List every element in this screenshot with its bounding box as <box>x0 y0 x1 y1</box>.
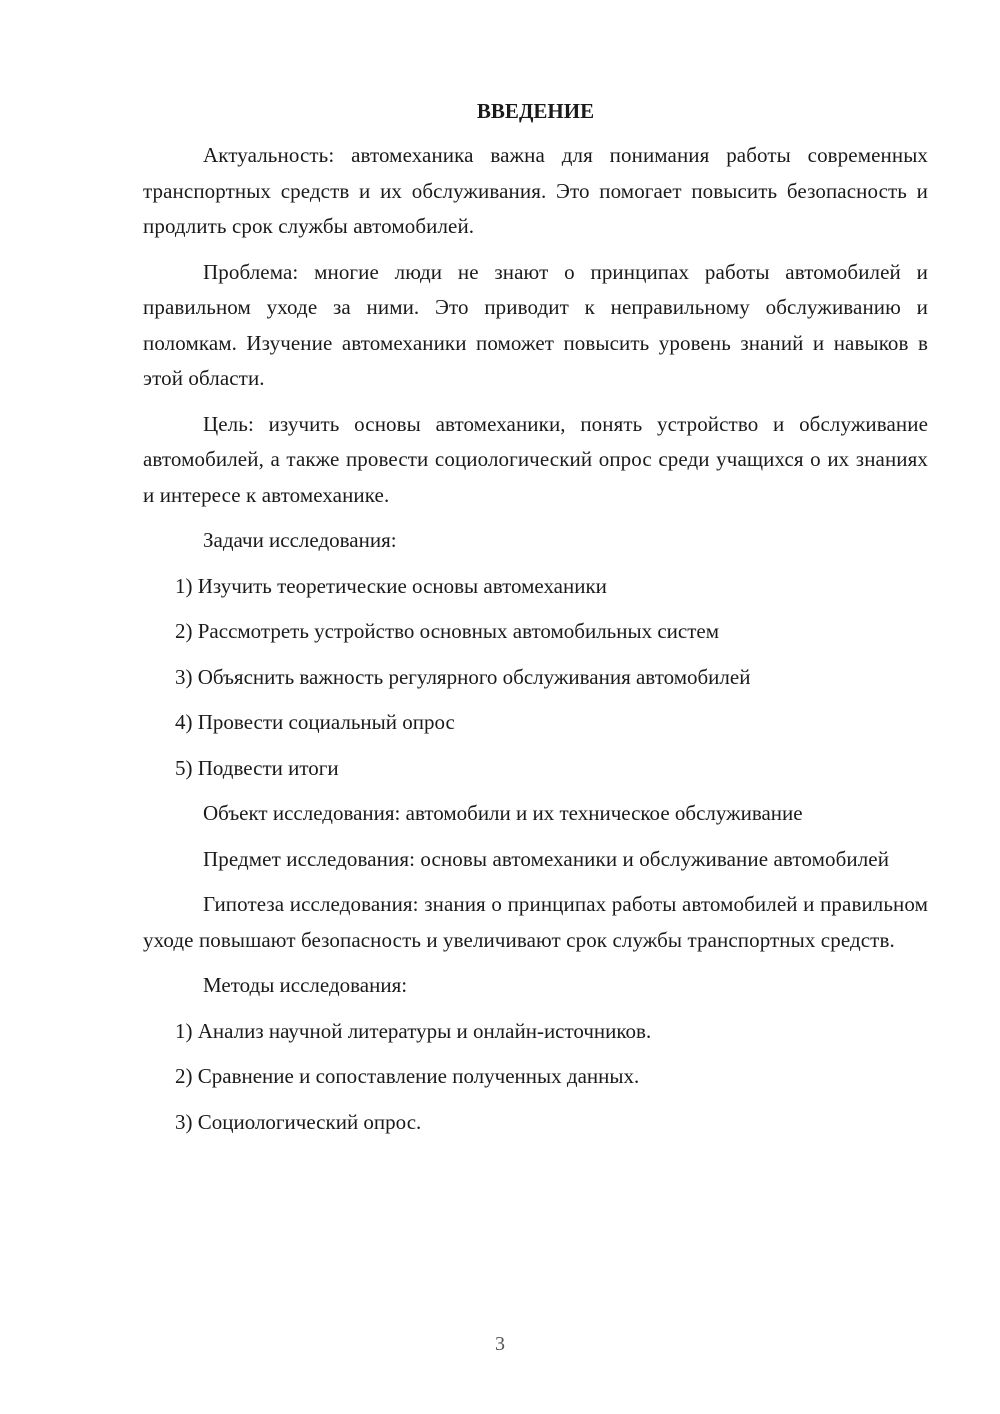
list-item: 4) Провести социальный опрос <box>175 710 455 734</box>
list-item: 3) Социологический опрос. <box>175 1109 422 1134</box>
page-content <box>143 96 928 1150</box>
methods-list <box>143 1014 928 1141</box>
list-item: 2) Сравнение и сопоставление полученных данных. <box>175 1064 640 1088</box>
tasks-list <box>143 569 928 787</box>
page-title: ВВЕДЕНИЕ <box>476 99 595 123</box>
page-number: 3 <box>495 1333 505 1355</box>
list-item: 1) Анализ научной литературы и онлайн-источников. <box>175 1018 652 1043</box>
list-item: 2) Рассмотреть устройство основных автомобильных систем <box>175 619 720 643</box>
goal-paragraph: Цель: изучить основы автомеханики, понять устройство и обслуживание автомобилей, а также провести социологический опрос среди учащихся о их знаниях и интересе к автомеханике. <box>143 411 928 507</box>
methods-heading: Методы исследования: <box>203 973 408 997</box>
tasks-heading: Задачи исследования: <box>203 528 397 552</box>
relevance-paragraph: Актуальность: автомеханика важна для понимания работы современных транспортных средств и их обслуживания. Это помогает повысить безопасность и продлить срок службы автомобилей. <box>143 143 928 238</box>
object-line: Объект исследования: автомобили и их техническое обслуживание <box>203 801 803 825</box>
hypothesis-paragraph: Гипотеза исследования: знания о принципах работы автомобилей и правильном уходе повышают безопасность и увеличивают срок службы транспортных средств. <box>143 892 928 952</box>
subject-paragraph: Предмет исследования: основы автомеханики и обслуживание автомобилей <box>203 846 890 871</box>
list-item: 5) Подвести итоги <box>175 755 339 780</box>
list-item: 1) Изучить теоретические основы автомеханики <box>175 573 607 598</box>
problem-paragraph: Проблема: многие люди не знают о принципах работы автомобилей и правильном уходе за ними. Это приводит к неправильному обслуживанию и поломкам. Изучение автомеханики поможет повысить уровень знаний и навыков в этой области. <box>143 259 928 390</box>
list-item: 3) Объяснить важность регулярного обслуживания автомобилей <box>175 664 751 689</box>
